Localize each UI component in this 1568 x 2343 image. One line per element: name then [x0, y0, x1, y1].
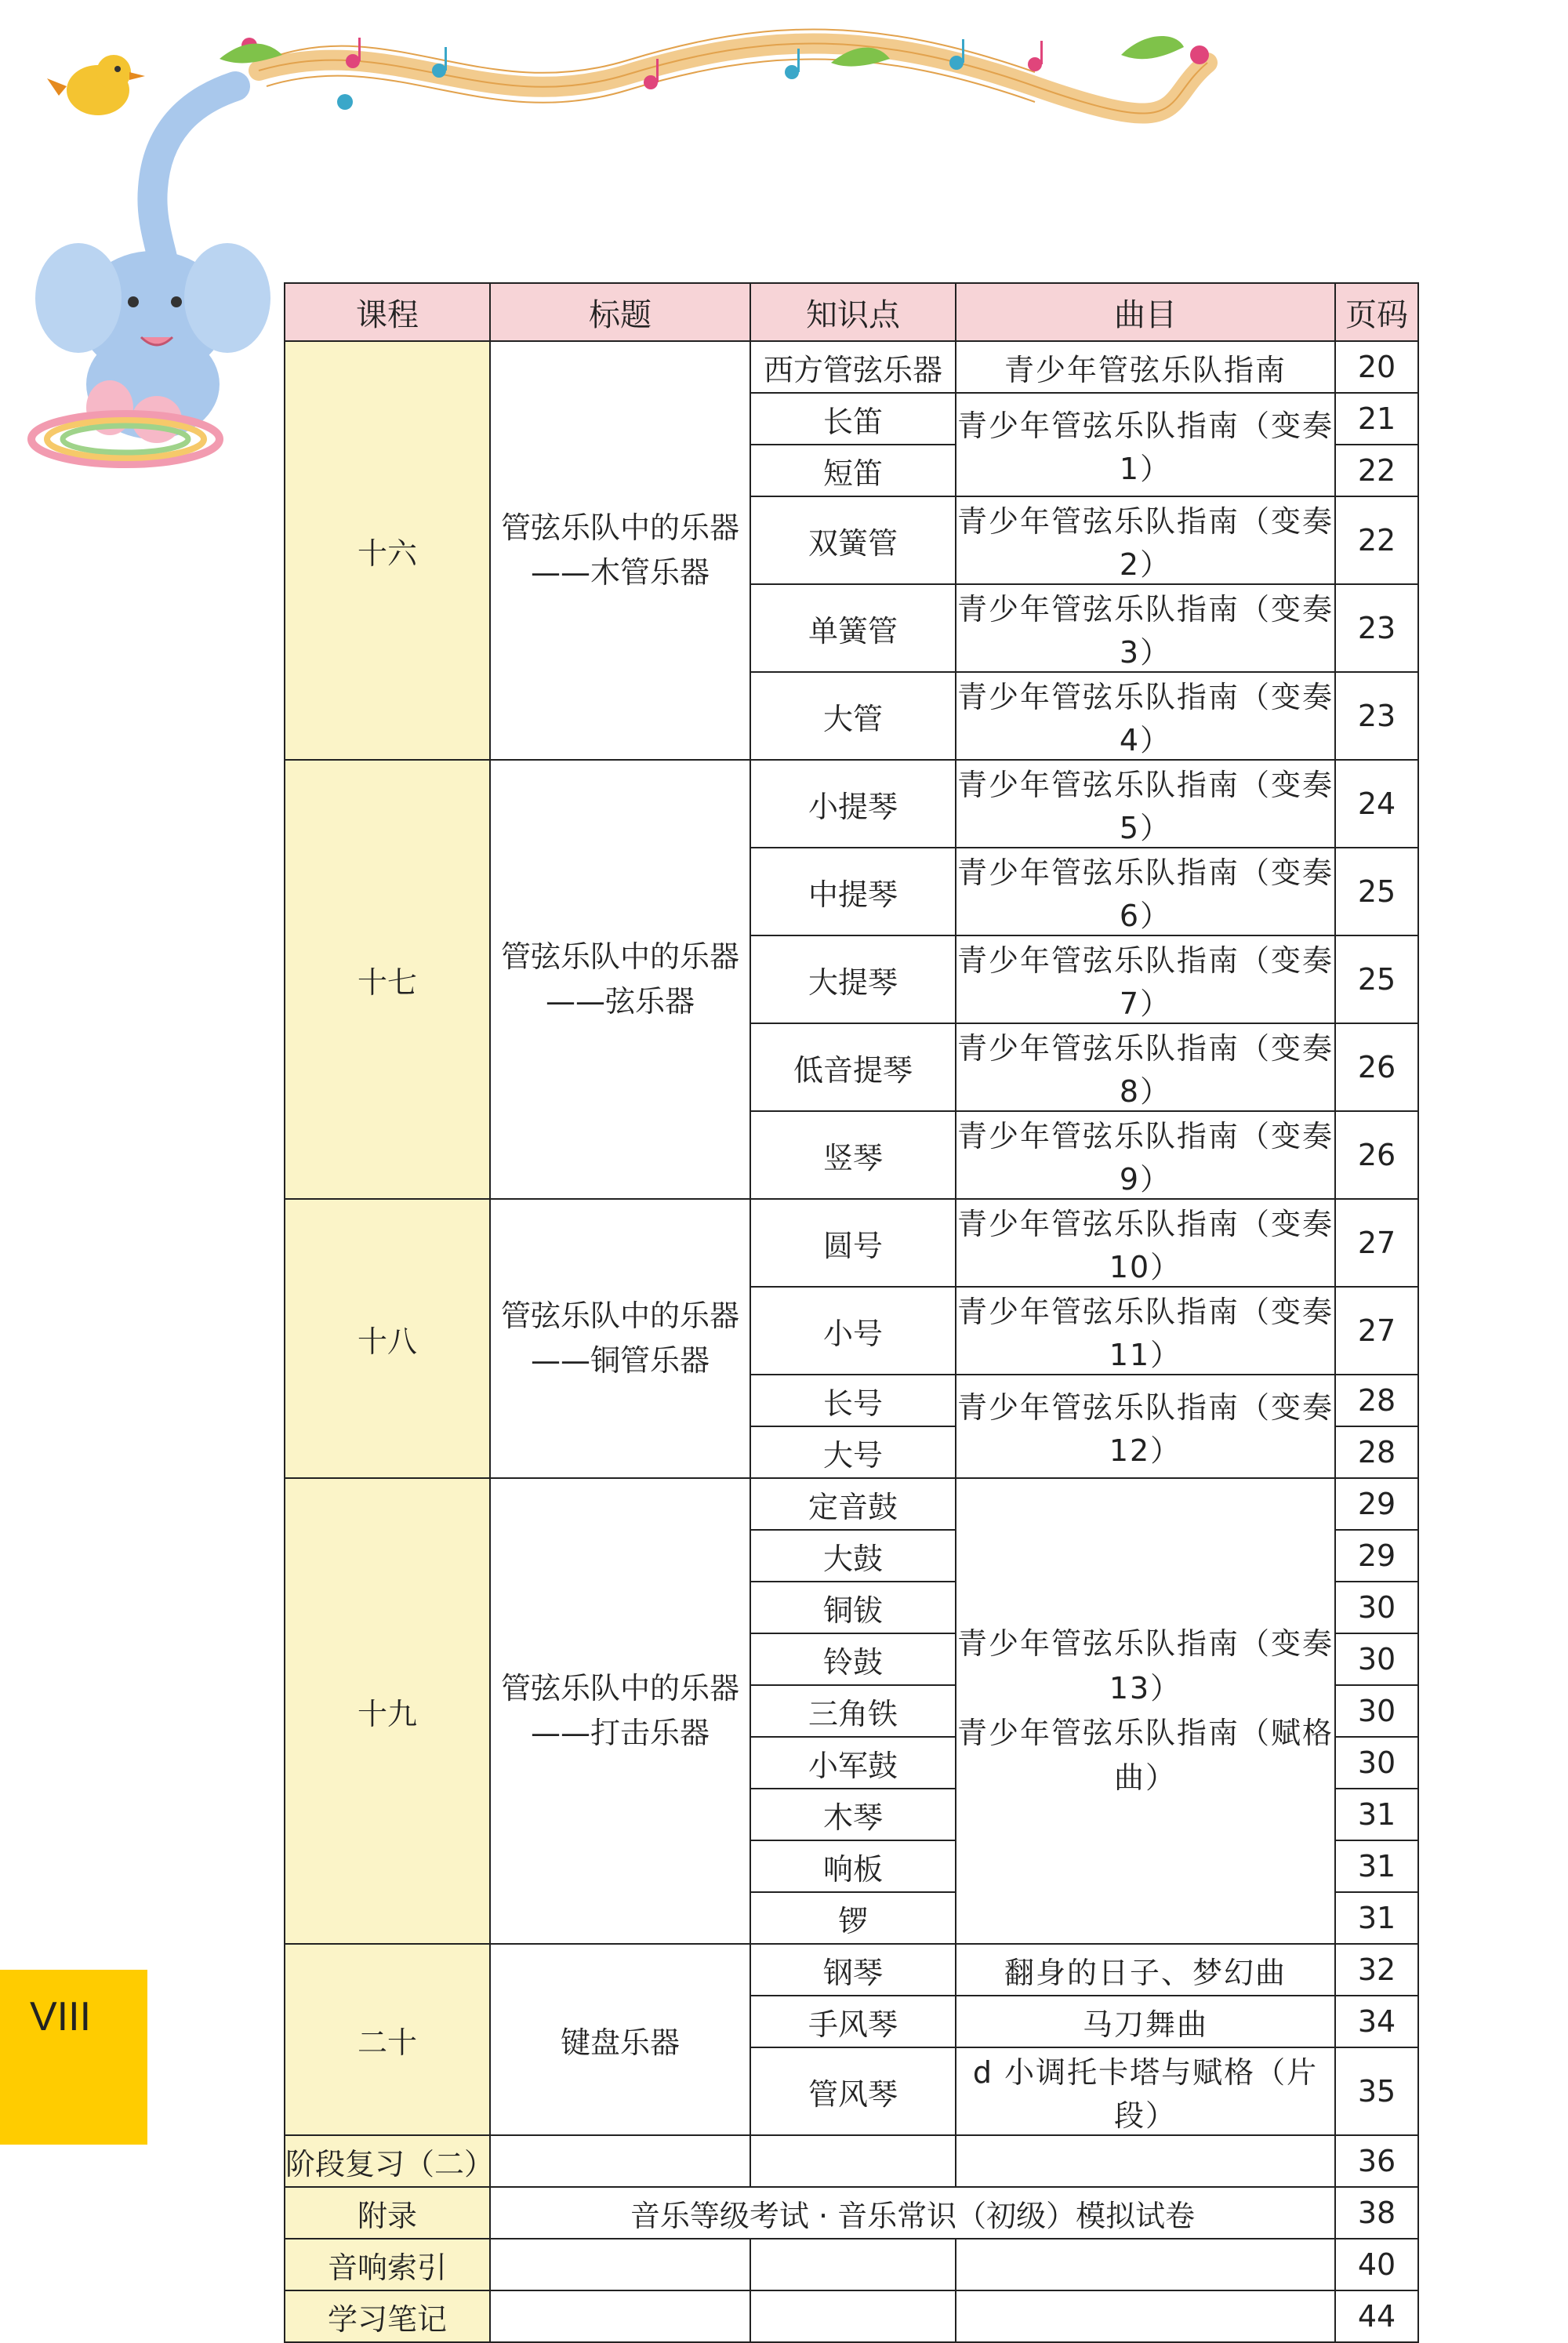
page-cell[interactable]: 26	[1335, 1111, 1418, 1199]
knowledge-cell: 低音提琴	[750, 1023, 956, 1111]
lesson-title-line: 管弦乐队中的乐器	[500, 1671, 739, 1705]
header-page: 页码	[1335, 283, 1418, 341]
song-cell: 青少年管弦乐队指南（变奏 5）	[956, 760, 1335, 848]
page-cell[interactable]: 22	[1335, 496, 1418, 584]
knowledge-cell: 单簧管	[750, 584, 956, 672]
song-cell: 青少年管弦乐队指南	[956, 341, 1335, 393]
knowledge-cell: 双簧管	[750, 496, 956, 584]
knowledge-cell: 小号	[750, 1287, 956, 1375]
page-cell[interactable]: 24	[1335, 760, 1418, 848]
knowledge-cell: 定音鼓	[750, 1478, 956, 1530]
lesson-title	[490, 1199, 750, 1478]
empty-cell	[956, 2239, 1335, 2290]
page-cell[interactable]: 29	[1335, 1530, 1418, 1582]
table-row	[285, 2239, 1418, 2290]
song-cell: 青少年管弦乐队指南（变奏 10）	[956, 1199, 1335, 1287]
song-cell: 青少年管弦乐队指南（变奏 9）	[956, 1111, 1335, 1199]
page-cell[interactable]: 31	[1335, 1789, 1418, 1840]
page-cell[interactable]: 28	[1335, 1375, 1418, 1426]
page-cell[interactable]: 20	[1335, 341, 1418, 393]
knowledge-cell: 铃鼓	[750, 1633, 956, 1685]
page-cell[interactable]: 27	[1335, 1287, 1418, 1375]
empty-cell	[750, 2290, 956, 2342]
page-cell[interactable]: 23	[1335, 672, 1418, 760]
page-cell[interactable]: 34	[1335, 1996, 1418, 2047]
lesson-title: 键盘乐器	[490, 1944, 750, 2135]
page-number: VIII	[30, 1994, 92, 2040]
knowledge-cell: 大提琴	[750, 935, 956, 1023]
table-row	[285, 760, 1418, 848]
song-cell: d 小调托卡塔与赋格（片段）	[956, 2047, 1335, 2135]
lesson-name: 十七	[285, 760, 490, 1199]
song-cell: 青少年管弦乐队指南（变奏 7）	[956, 935, 1335, 1023]
lesson-name: 十八	[285, 1199, 490, 1478]
song-cell: 青少年管弦乐队指南（变奏 12）	[956, 1375, 1335, 1478]
page-cell[interactable]: 31	[1335, 1840, 1418, 1892]
header-lesson: 课程	[285, 283, 490, 341]
song-cell: 青少年管弦乐队指南（变奏 1）	[956, 393, 1335, 496]
table-row	[285, 1199, 1418, 1287]
knowledge-cell: 竖琴	[750, 1111, 956, 1199]
table-row	[285, 2187, 1418, 2239]
knowledge-cell: 锣	[750, 1892, 956, 1944]
table-row	[285, 341, 1418, 393]
page-cell[interactable]: 36	[1335, 2135, 1418, 2187]
table-row	[285, 1944, 1418, 1996]
knowledge-cell: 大鼓	[750, 1530, 956, 1582]
table-header-row	[285, 283, 1418, 341]
lesson-title-line: ——弦乐器	[545, 984, 695, 1019]
table-row	[285, 2290, 1418, 2342]
song-cell: 青少年管弦乐队指南（变奏 4）	[956, 672, 1335, 760]
page-cell[interactable]: 38	[1335, 2187, 1418, 2239]
page-cell[interactable]: 25	[1335, 848, 1418, 935]
knowledge-cell: 长笛	[750, 393, 956, 445]
lesson-title	[490, 1478, 750, 1944]
knowledge-cell: 响板	[750, 1840, 956, 1892]
appendix-label: 附录	[285, 2187, 490, 2239]
lesson-title	[490, 760, 750, 1199]
page-cell[interactable]: 25	[1335, 935, 1418, 1023]
song-cell: 翻身的日子、梦幻曲	[956, 1944, 1335, 1996]
song-cell: 马刀舞曲	[956, 1996, 1335, 2047]
page-cell[interactable]: 40	[1335, 2239, 1418, 2290]
knowledge-cell: 管风琴	[750, 2047, 956, 2135]
empty-cell	[490, 2239, 750, 2290]
lesson-name: 十六	[285, 341, 490, 760]
knowledge-cell: 中提琴	[750, 848, 956, 935]
lesson-title	[490, 341, 750, 760]
page-cell[interactable]: 29	[1335, 1478, 1418, 1530]
page-number-tab	[0, 1970, 147, 2145]
empty-cell	[490, 2290, 750, 2342]
knowledge-cell: 圆号	[750, 1199, 956, 1287]
empty-cell	[490, 2135, 750, 2187]
lesson-title-line: 管弦乐队中的乐器	[500, 1299, 739, 1333]
audio-index-label: 音响索引	[285, 2239, 490, 2290]
empty-cell	[956, 2135, 1335, 2187]
lesson-name: 二十	[285, 1944, 490, 2135]
knowledge-cell: 钢琴	[750, 1944, 956, 1996]
song-cell: 青少年管弦乐队指南（变奏 2）	[956, 496, 1335, 584]
header-knowledge: 知识点	[750, 283, 956, 341]
knowledge-cell: 西方管弦乐器	[750, 341, 956, 393]
table-row	[285, 2135, 1418, 2187]
lesson-name: 十九	[285, 1478, 490, 1944]
song-cell	[956, 1478, 1335, 1944]
knowledge-cell: 手风琴	[750, 1996, 956, 2047]
knowledge-cell: 长号	[750, 1375, 956, 1426]
appendix-content: 音乐等级考试 · 音乐常识（初级）模拟试卷	[490, 2187, 1335, 2239]
page-cell[interactable]: 23	[1335, 584, 1418, 672]
review-label: 阶段复习（二）	[285, 2135, 490, 2187]
empty-cell	[956, 2290, 1335, 2342]
page-cell[interactable]: 30	[1335, 1582, 1418, 1633]
knowledge-cell: 铜钹	[750, 1582, 956, 1633]
notes-label: 学习笔记	[285, 2290, 490, 2342]
page-cell[interactable]: 30	[1335, 1737, 1418, 1789]
empty-cell	[750, 2135, 956, 2187]
knowledge-cell: 木琴	[750, 1789, 956, 1840]
header-title: 标题	[490, 283, 750, 341]
page-cell[interactable]: 32	[1335, 1944, 1418, 1996]
song-line: 青少年管弦乐队指南（变奏 13）	[956, 1626, 1334, 1705]
page-cell[interactable]: 21	[1335, 393, 1418, 445]
song-line: 青少年管弦乐队指南（赋格曲）	[956, 1716, 1334, 1795]
header-song: 曲目	[956, 283, 1335, 341]
knowledge-cell: 三角铁	[750, 1685, 956, 1737]
song-cell: 青少年管弦乐队指南（变奏 8）	[956, 1023, 1335, 1111]
page-cell[interactable]: 22	[1335, 445, 1418, 496]
page-cell[interactable]: 28	[1335, 1426, 1418, 1478]
page-cell[interactable]: 31	[1335, 1892, 1418, 1944]
knowledge-cell: 短笛	[750, 445, 956, 496]
song-cell: 青少年管弦乐队指南（变奏 6）	[956, 848, 1335, 935]
lesson-title-line: ——打击乐器	[530, 1716, 710, 1750]
lesson-title-line: 管弦乐队中的乐器	[500, 510, 739, 545]
song-cell: 青少年管弦乐队指南（变奏 3）	[956, 584, 1335, 672]
table-row	[285, 1478, 1418, 1530]
lesson-title-line: 管弦乐队中的乐器	[500, 939, 739, 974]
lesson-title-line: ——铜管乐器	[530, 1343, 710, 1378]
knowledge-cell: 大管	[750, 672, 956, 760]
page-cell[interactable]: 26	[1335, 1023, 1418, 1111]
page-cell[interactable]: 27	[1335, 1199, 1418, 1287]
page-cell[interactable]: 30	[1335, 1633, 1418, 1685]
knowledge-cell: 小提琴	[750, 760, 956, 848]
empty-cell	[750, 2239, 956, 2290]
song-cell: 青少年管弦乐队指南（变奏 11）	[956, 1287, 1335, 1375]
page-cell[interactable]: 30	[1335, 1685, 1418, 1737]
knowledge-cell: 大号	[750, 1426, 956, 1478]
page-cell[interactable]: 35	[1335, 2047, 1418, 2135]
knowledge-cell: 小军鼓	[750, 1737, 956, 1789]
table-of-contents	[284, 282, 1419, 2343]
lesson-title-line: ——木管乐器	[530, 555, 710, 590]
page-cell[interactable]: 44	[1335, 2290, 1418, 2342]
